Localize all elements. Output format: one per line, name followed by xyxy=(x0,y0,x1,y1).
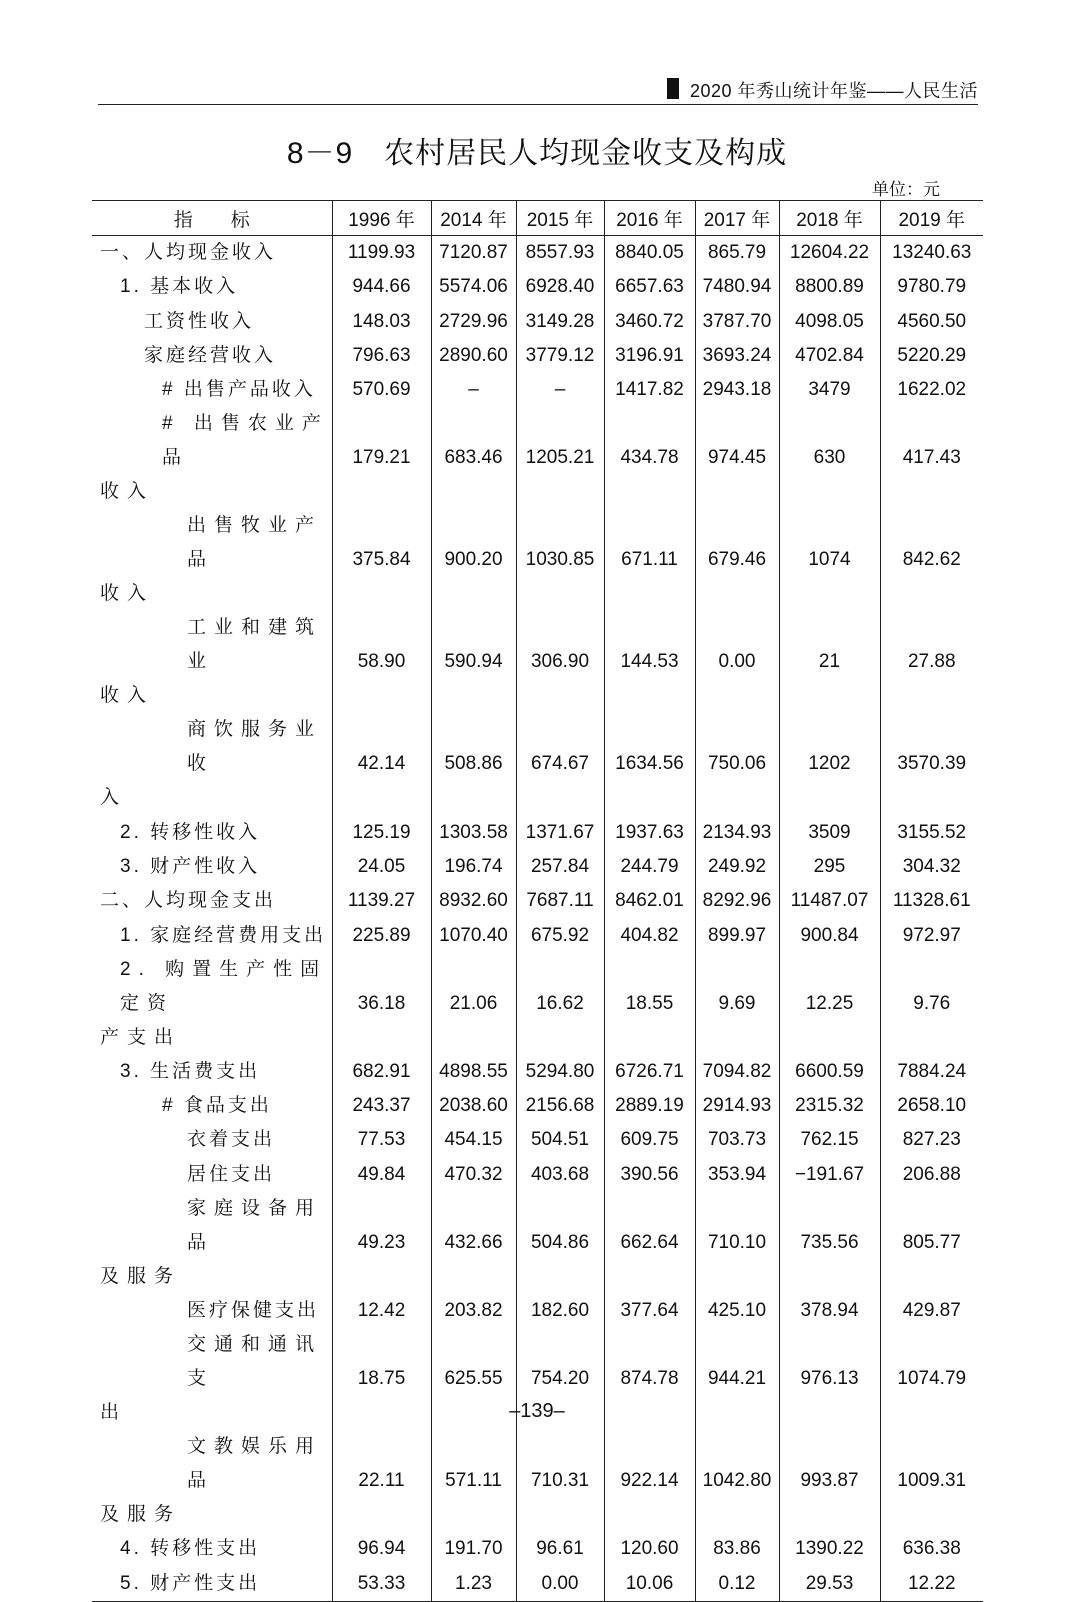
cell-value: 120.60 xyxy=(604,1532,695,1566)
cell-value: – xyxy=(431,373,516,407)
table-row xyxy=(92,918,983,952)
cell-value: 1074 xyxy=(779,509,880,611)
cell-value: 1030.85 xyxy=(516,509,604,611)
row-label-text: 商饮服务业收 xyxy=(187,719,323,775)
cell-value: 504.51 xyxy=(516,1123,604,1157)
row-label xyxy=(92,1123,332,1157)
row-label xyxy=(92,611,332,713)
cell-value: 3196.91 xyxy=(604,339,695,373)
row-label-text: 2. 购置生产性固定资 xyxy=(120,958,328,1014)
row-label xyxy=(92,373,332,407)
cell-value: 191.70 xyxy=(431,1532,516,1566)
cell-value: 12.22 xyxy=(880,1566,983,1601)
table-row xyxy=(92,953,983,1055)
cell-value: 1009.31 xyxy=(880,1430,983,1532)
table-row xyxy=(92,850,983,884)
cell-value: 1303.58 xyxy=(431,815,516,849)
table-row xyxy=(92,1192,983,1294)
cell-value: 1139.27 xyxy=(332,884,431,918)
cell-value: 2038.60 xyxy=(431,1089,516,1123)
cell-value: 148.03 xyxy=(332,305,431,339)
cell-value: 874.78 xyxy=(604,1328,695,1430)
income-expenditure-table xyxy=(92,200,983,1602)
cell-value: 5220.29 xyxy=(880,339,983,373)
running-title: 2020 年秀山统计年鉴——人民生活 xyxy=(689,81,978,101)
table-row xyxy=(92,1055,983,1089)
cell-value: 3460.72 xyxy=(604,305,695,339)
table-row xyxy=(92,373,983,407)
table-row xyxy=(92,339,983,373)
table-title: 8－9 农村居民人均现金收支及构成 xyxy=(286,137,788,170)
cell-value: 609.75 xyxy=(604,1123,695,1157)
cell-value: 417.43 xyxy=(880,407,983,509)
cell-value: 662.64 xyxy=(604,1192,695,1294)
cell-value: 972.97 xyxy=(880,918,983,952)
row-label-text: # 出售农业产品 xyxy=(162,413,329,469)
cell-value: 18.55 xyxy=(604,953,695,1055)
table-row xyxy=(92,270,983,304)
cell-value: 2156.68 xyxy=(516,1089,604,1123)
row-label xyxy=(92,1192,332,1294)
cell-value: 7120.87 xyxy=(431,236,516,271)
cell-value: 2889.19 xyxy=(604,1089,695,1123)
cell-value: 12.42 xyxy=(332,1294,431,1328)
cell-value: 49.23 xyxy=(332,1192,431,1294)
row-label xyxy=(92,850,332,884)
cell-value: 590.94 xyxy=(431,611,516,713)
cell-value: 10.06 xyxy=(604,1566,695,1601)
cell-value: 206.88 xyxy=(880,1158,983,1192)
unit-label: 单位：元 xyxy=(872,180,940,199)
cell-value: 24.05 xyxy=(332,850,431,884)
row-label-text: 二、人均现金支出 xyxy=(100,890,277,912)
cell-value: 7884.24 xyxy=(880,1055,983,1089)
cell-value: 3693.24 xyxy=(695,339,779,373)
row-label-text: 3. 财产性收入 xyxy=(120,855,261,877)
row-label-text: 衣着支出 xyxy=(187,1129,276,1151)
row-label-continuation: 收入 xyxy=(100,481,155,503)
header-row xyxy=(92,201,983,236)
cell-value: 1417.82 xyxy=(604,373,695,407)
cell-value: 11487.07 xyxy=(779,884,880,918)
cell-value: 1070.40 xyxy=(431,918,516,952)
table-row xyxy=(92,407,983,509)
cell-value: 257.84 xyxy=(516,850,604,884)
cell-value: 3509 xyxy=(779,815,880,849)
cell-value: 6726.71 xyxy=(604,1055,695,1089)
column-header: 指 标 xyxy=(92,201,332,236)
cell-value: 625.55 xyxy=(431,1328,516,1430)
row-label-text: 2. 转移性收入 xyxy=(120,821,261,843)
cell-value: 1.23 xyxy=(431,1566,516,1601)
cell-value: 1205.21 xyxy=(516,407,604,509)
cell-value: 22.11 xyxy=(332,1430,431,1532)
cell-value: 805.77 xyxy=(880,1192,983,1294)
cell-value: −191.67 xyxy=(779,1158,880,1192)
row-label xyxy=(92,1294,332,1328)
cell-value: 944.66 xyxy=(332,270,431,304)
cell-value: 179.21 xyxy=(332,407,431,509)
cell-value: 203.82 xyxy=(431,1294,516,1328)
cell-value: – xyxy=(516,373,604,407)
row-label-text: 工业和建筑业 xyxy=(187,617,323,673)
cell-value: 842.62 xyxy=(880,509,983,611)
cell-value: 9780.79 xyxy=(880,270,983,304)
cell-value: 4560.50 xyxy=(880,305,983,339)
cell-value: 29.53 xyxy=(779,1566,880,1601)
cell-value: 4702.84 xyxy=(779,339,880,373)
cell-value: 2890.60 xyxy=(431,339,516,373)
cell-value: 1937.63 xyxy=(604,815,695,849)
cell-value: 8462.01 xyxy=(604,884,695,918)
cell-value: 3779.12 xyxy=(516,339,604,373)
row-label xyxy=(92,815,332,849)
column-header: 2017 年 xyxy=(695,201,779,236)
cell-value: 750.06 xyxy=(695,713,779,815)
cell-value: 1390.22 xyxy=(779,1532,880,1566)
table-row xyxy=(92,236,983,271)
cell-value: 671.11 xyxy=(604,509,695,611)
row-label xyxy=(92,1089,332,1123)
cell-value: 0.00 xyxy=(516,1566,604,1601)
cell-value: 679.46 xyxy=(695,509,779,611)
cell-value: 7094.82 xyxy=(695,1055,779,1089)
column-header: 2018 年 xyxy=(779,201,880,236)
cell-value: 6928.40 xyxy=(516,270,604,304)
table-row xyxy=(92,611,983,713)
row-label-text: 文教娱乐用品 xyxy=(187,1436,323,1492)
row-label-continuation: 入 xyxy=(100,787,128,809)
cell-value: 9.69 xyxy=(695,953,779,1055)
cell-value: 974.45 xyxy=(695,407,779,509)
row-label xyxy=(92,1532,332,1566)
cell-value: 674.67 xyxy=(516,713,604,815)
cell-value: 976.13 xyxy=(779,1328,880,1430)
cell-value: 3787.70 xyxy=(695,305,779,339)
cell-value: 11328.61 xyxy=(880,884,983,918)
table-row xyxy=(92,815,983,849)
cell-value: 42.14 xyxy=(332,713,431,815)
cell-value: 570.69 xyxy=(332,373,431,407)
table-row xyxy=(92,1123,983,1157)
table-row xyxy=(92,509,983,611)
cell-value: 0.12 xyxy=(695,1566,779,1601)
row-label-text: 工资性收入 xyxy=(144,310,255,332)
cell-value: 710.31 xyxy=(516,1430,604,1532)
cell-value: 249.92 xyxy=(695,850,779,884)
cell-value: 295 xyxy=(779,850,880,884)
cell-value: 5574.06 xyxy=(431,270,516,304)
row-label-text: 1. 基本收入 xyxy=(120,276,239,298)
cell-value: 2914.93 xyxy=(695,1089,779,1123)
cell-value: 1042.80 xyxy=(695,1430,779,1532)
row-label xyxy=(92,918,332,952)
row-label-continuation: 收入 xyxy=(100,685,155,707)
row-label-continuation: 出 xyxy=(100,1402,128,1424)
row-label xyxy=(92,1566,332,1601)
cell-value: 5294.80 xyxy=(516,1055,604,1089)
cell-value: 8557.93 xyxy=(516,236,604,271)
row-label-text: 交通和通讯支 xyxy=(187,1334,323,1390)
cell-value: 630 xyxy=(779,407,880,509)
cell-value: 425.10 xyxy=(695,1294,779,1328)
cell-value: 636.38 xyxy=(880,1532,983,1566)
cell-value: 900.84 xyxy=(779,918,880,952)
cell-value: 1202 xyxy=(779,713,880,815)
cell-value: 6657.63 xyxy=(604,270,695,304)
row-label-continuation: 及服务 xyxy=(100,1265,182,1287)
row-label-text: 一、人均现金收入 xyxy=(100,242,277,264)
cell-value: 8840.05 xyxy=(604,236,695,271)
cell-value: 993.87 xyxy=(779,1430,880,1532)
table-row xyxy=(92,1089,983,1123)
cell-value: 3149.28 xyxy=(516,305,604,339)
cell-value: 144.53 xyxy=(604,611,695,713)
table-row xyxy=(92,1566,983,1601)
cell-value: 375.84 xyxy=(332,509,431,611)
cell-value: 710.10 xyxy=(695,1192,779,1294)
row-label xyxy=(92,1055,332,1089)
cell-value: 12604.22 xyxy=(779,236,880,271)
cell-value: 683.46 xyxy=(431,407,516,509)
cell-value: 378.94 xyxy=(779,1294,880,1328)
cell-value: 865.79 xyxy=(695,236,779,271)
cell-value: 2943.18 xyxy=(695,373,779,407)
cell-value: 83.86 xyxy=(695,1532,779,1566)
row-label xyxy=(92,305,332,339)
cell-value: 77.53 xyxy=(332,1123,431,1157)
header-block-mark xyxy=(667,78,679,99)
cell-value: 2658.10 xyxy=(880,1089,983,1123)
cell-value: 21 xyxy=(779,611,880,713)
row-label-text: # 出售产品收入 xyxy=(162,379,316,401)
cell-value: 7480.94 xyxy=(695,270,779,304)
cell-value: 899.97 xyxy=(695,918,779,952)
row-label-continuation: 及服务 xyxy=(100,1504,182,1526)
cell-value: 703.73 xyxy=(695,1123,779,1157)
row-label xyxy=(92,1430,332,1532)
cell-value: 900.20 xyxy=(431,509,516,611)
cell-value: 7687.11 xyxy=(516,884,604,918)
cell-value: 1622.02 xyxy=(880,373,983,407)
table-row xyxy=(92,1430,983,1532)
cell-value: 762.15 xyxy=(779,1123,880,1157)
cell-value: 682.91 xyxy=(332,1055,431,1089)
table-body xyxy=(92,236,983,1602)
cell-value: 8292.96 xyxy=(695,884,779,918)
cell-value: 306.90 xyxy=(516,611,604,713)
row-label-continuation: 收入 xyxy=(100,583,155,605)
cell-value: 12.25 xyxy=(779,953,880,1055)
cell-value: 53.33 xyxy=(332,1566,431,1601)
table-row xyxy=(92,884,983,918)
row-label-text: 3. 生活费支出 xyxy=(120,1060,261,1082)
row-label-text: 5. 财产性支出 xyxy=(120,1572,261,1594)
row-label-text: 4. 转移性支出 xyxy=(120,1538,261,1560)
cell-value: 8800.89 xyxy=(779,270,880,304)
table-row xyxy=(92,1158,983,1192)
cell-value: 944.21 xyxy=(695,1328,779,1430)
cell-value: 508.86 xyxy=(431,713,516,815)
cell-value: 2729.96 xyxy=(431,305,516,339)
cell-value: 8932.60 xyxy=(431,884,516,918)
cell-value: 454.15 xyxy=(431,1123,516,1157)
row-label xyxy=(92,339,332,373)
cell-value: 429.87 xyxy=(880,1294,983,1328)
row-label-text: 1. 家庭经营费用支出 xyxy=(120,924,327,946)
cell-value: 4898.55 xyxy=(431,1055,516,1089)
cell-value: 377.64 xyxy=(604,1294,695,1328)
cell-value: 675.92 xyxy=(516,918,604,952)
cell-value: 2134.93 xyxy=(695,815,779,849)
row-label-text: 医疗保健支出 xyxy=(187,1300,320,1321)
cell-value: 1371.67 xyxy=(516,815,604,849)
cell-value: 18.75 xyxy=(332,1328,431,1430)
cell-value: 2315.32 xyxy=(779,1089,880,1123)
cell-value: 244.79 xyxy=(604,850,695,884)
cell-value: 16.62 xyxy=(516,953,604,1055)
table-row xyxy=(92,305,983,339)
row-label-text: 出售牧业产品 xyxy=(187,515,323,571)
row-label-text: # 食品支出 xyxy=(162,1095,272,1117)
cell-value: 225.89 xyxy=(332,918,431,952)
row-label xyxy=(92,270,332,304)
cell-value: 243.37 xyxy=(332,1089,431,1123)
cell-value: 3570.39 xyxy=(880,713,983,815)
cell-value: 796.63 xyxy=(332,339,431,373)
cell-value: 504.86 xyxy=(516,1192,604,1294)
cell-value: 49.84 xyxy=(332,1158,431,1192)
column-header: 2014 年 xyxy=(431,201,516,236)
cell-value: 735.56 xyxy=(779,1192,880,1294)
cell-value: 182.60 xyxy=(516,1294,604,1328)
row-label xyxy=(92,1158,332,1192)
cell-value: 922.14 xyxy=(604,1430,695,1532)
row-label xyxy=(92,407,332,509)
cell-value: 827.23 xyxy=(880,1123,983,1157)
cell-value: 9.76 xyxy=(880,953,983,1055)
cell-value: 1199.93 xyxy=(332,236,431,271)
cell-value: 0.00 xyxy=(695,611,779,713)
row-label-text: 家庭设备用品 xyxy=(187,1197,323,1253)
page-number: –139– xyxy=(509,1400,565,1422)
cell-value: 27.88 xyxy=(880,611,983,713)
cell-value: 4098.05 xyxy=(779,305,880,339)
cell-value: 404.82 xyxy=(604,918,695,952)
cell-value: 6600.59 xyxy=(779,1055,880,1089)
cell-value: 21.06 xyxy=(431,953,516,1055)
cell-value: 353.94 xyxy=(695,1158,779,1192)
cell-value: 3479 xyxy=(779,373,880,407)
cell-value: 470.32 xyxy=(431,1158,516,1192)
cell-value: 571.11 xyxy=(431,1430,516,1532)
cell-value: 58.90 xyxy=(332,611,431,713)
column-header: 2015 年 xyxy=(516,201,604,236)
cell-value: 96.61 xyxy=(516,1532,604,1566)
cell-value: 434.78 xyxy=(604,407,695,509)
row-label xyxy=(92,884,332,918)
row-label xyxy=(92,236,332,271)
cell-value: 432.66 xyxy=(431,1192,516,1294)
column-header: 2016 年 xyxy=(604,201,695,236)
table-row xyxy=(92,713,983,815)
cell-value: 754.20 xyxy=(516,1328,604,1430)
cell-value: 1074.79 xyxy=(880,1328,983,1430)
cell-value: 36.18 xyxy=(332,953,431,1055)
cell-value: 125.19 xyxy=(332,815,431,849)
column-header: 2019 年 xyxy=(880,201,983,236)
running-header xyxy=(98,72,978,105)
row-label-text: 家庭经营收入 xyxy=(144,345,277,367)
cell-value: 304.32 xyxy=(880,850,983,884)
cell-value: 3155.52 xyxy=(880,815,983,849)
column-header: 1996 年 xyxy=(332,201,431,236)
table-row xyxy=(92,1532,983,1566)
row-label-text: 居住支出 xyxy=(187,1163,276,1185)
cell-value: 390.56 xyxy=(604,1158,695,1192)
row-label xyxy=(92,509,332,611)
table-row xyxy=(92,1294,983,1328)
cell-value: 13240.63 xyxy=(880,236,983,271)
row-label-continuation: 产支出 xyxy=(100,1026,182,1048)
row-label xyxy=(92,713,332,815)
cell-value: 403.68 xyxy=(516,1158,604,1192)
cell-value: 96.94 xyxy=(332,1532,431,1566)
cell-value: 1634.56 xyxy=(604,713,695,815)
cell-value: 196.74 xyxy=(431,850,516,884)
row-label xyxy=(92,953,332,1055)
